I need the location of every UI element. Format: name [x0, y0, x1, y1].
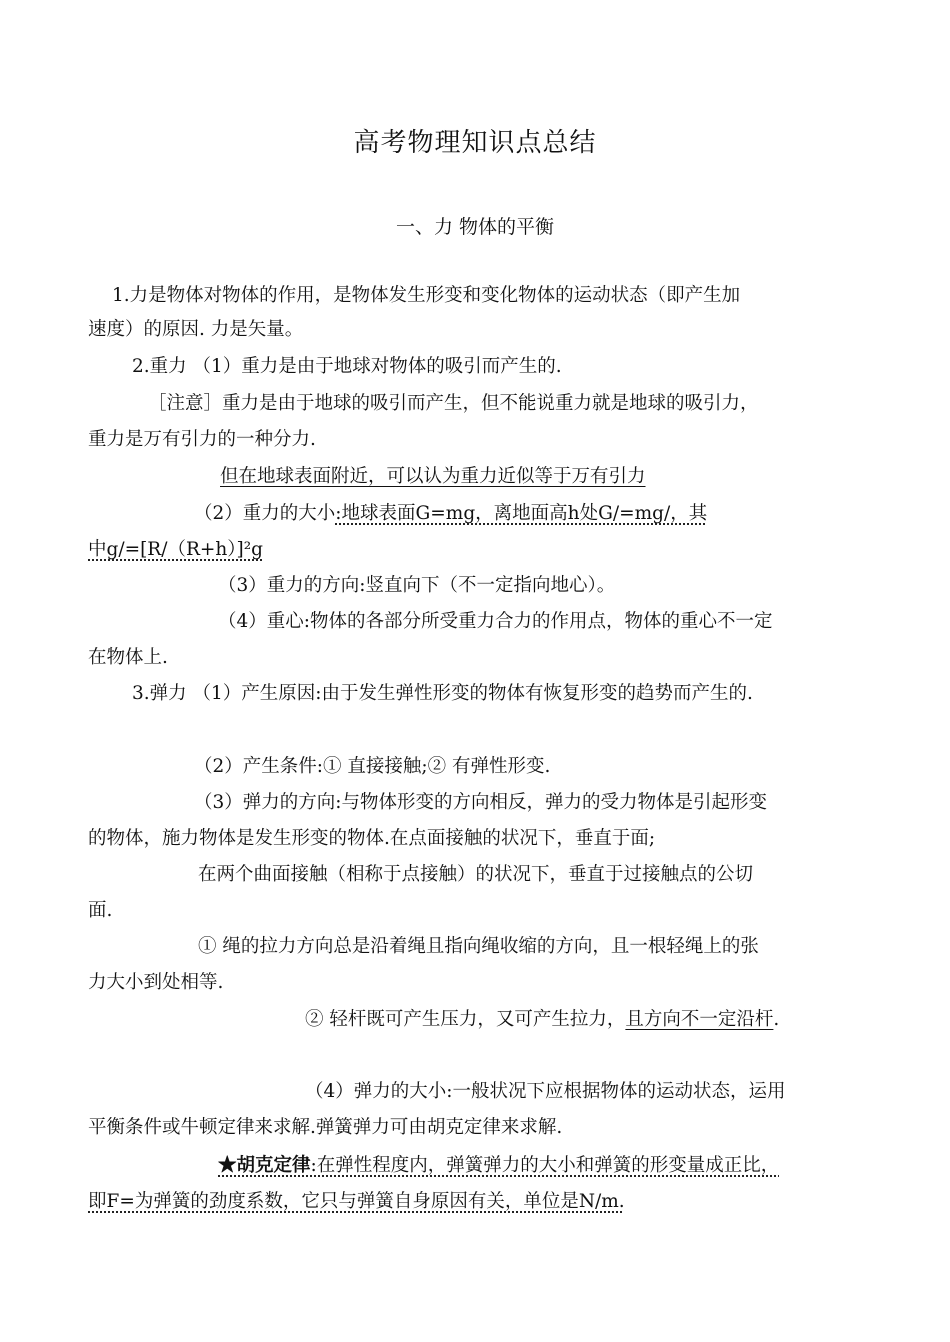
paragraph-line: 在物体上.	[88, 647, 168, 668]
paragraph-line	[305, 1008, 779, 1032]
paragraph-line: 1.力是物体对物体的作用，是物体发生形变和变化物体的运动状态（即产生加	[112, 285, 741, 306]
paragraph-line: 重力是万有引力的一种分力.	[88, 429, 316, 450]
subheading: （2）重力的大小	[194, 503, 336, 524]
dotted-text: 即F=为弹簧的劲度系数，它只与弹簧自身原因有关，单位是N/m.	[88, 1191, 625, 1212]
paragraph-line: 2.重力 （1）重力是由于地球对物体的吸引而产生的.	[132, 356, 562, 377]
paragraph-line: （4）重心:物体的各部分所受重力合力的作用点，物体的重心不一定	[218, 611, 773, 632]
paragraph-line: 速度）的原因. 力是矢量。	[88, 319, 304, 340]
text-span: ② 轻杆既可产生压力，又可产生拉力，	[305, 1009, 626, 1030]
paragraph-line: 面.	[88, 900, 113, 921]
paragraph-line: 的物体，施力物体是发生形变的物体.在点面接触的状况下，垂直于面;	[88, 828, 656, 849]
dotted-formula: 中g/=[R/（R+h）]²g	[88, 539, 264, 560]
note-line: ［注意］重力是由于地球的吸引而产生，但不能说重力就是地球的吸引力，	[148, 393, 759, 414]
paragraph-line: 在两个曲面接触（相称于点接触）的状况下，垂直于过接触点的公切	[198, 864, 754, 885]
paragraph-line: （3）弹力的方向:与物体形变的方向相反，弹力的受力物体是引起形变	[194, 792, 768, 813]
document-title: 高考物理知识点总结	[353, 128, 597, 158]
paragraph-line: （2）产生条件:① 直接接触;② 有弹性形变.	[194, 756, 551, 777]
text-span: .	[773, 1009, 780, 1030]
underlined-line: 但在地球表面附近，可以认为重力近似等于万有引力	[220, 466, 646, 487]
paragraph-line	[218, 1154, 779, 1178]
hooke-law-heading: ★胡克定律	[218, 1155, 311, 1176]
paragraph-line	[194, 502, 707, 526]
dotted-text: :在弹性程度内，弹簧弹力的大小和弹簧的形变量成正比，	[310, 1155, 780, 1176]
paragraph-line: ① 绳的拉力方向总是沿着绳且指向绳收缩的方向，且一根轻绳上的张	[198, 936, 759, 957]
paragraph-line: （3）重力的方向:竖直向下（不一定指向地心）。	[218, 575, 616, 596]
paragraph-line: 力大小到处相等.	[88, 972, 224, 993]
paragraph-line: 3.弹力 （1）产生原因:由于发生弹性形变的物体有恢复形变的趋势而产生的.	[132, 683, 753, 704]
dotted-formula: :地球表面G=mg，离地面高h处G/=mg/，其	[335, 503, 708, 524]
underlined-span: 且方向不一定沿杆	[625, 1009, 774, 1030]
section-heading: 一、力 物体的平衡	[395, 216, 555, 238]
paragraph-line: （4）弹力的大小:一般状况下应根据物体的运动状态，运用	[305, 1081, 786, 1102]
paragraph-line: 平衡条件或牛顿定律来求解.弹簧弹力可由胡克定律来求解.	[88, 1117, 563, 1138]
